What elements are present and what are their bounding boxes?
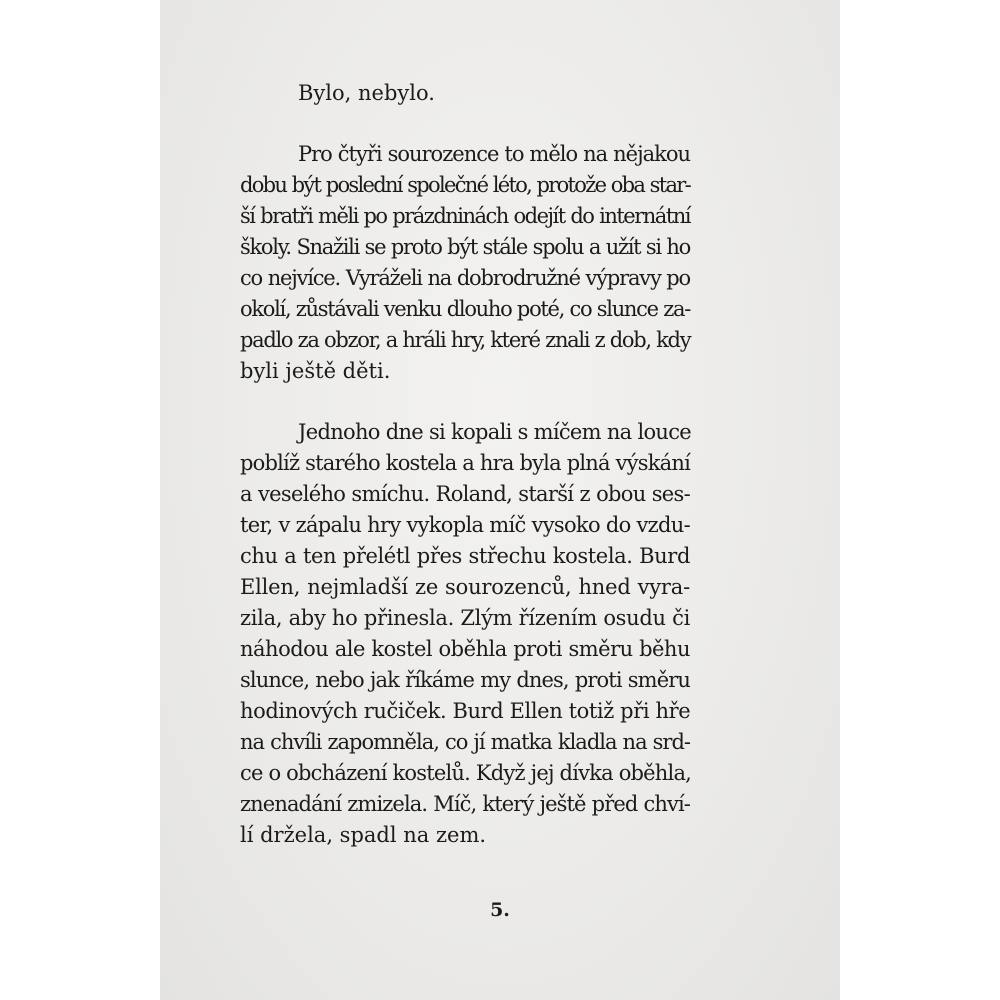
paragraph-line: byli ještě děti. xyxy=(240,359,391,383)
paragraph-line: co nejvíce. Vyráželi na dobrodružné výpravy po xyxy=(240,266,690,290)
paragraph-line: ce o obcházení kostelů. Když jej dívka oběhla, xyxy=(240,761,692,785)
paragraph-line: Ellen, nejmladší ze sourozenců, hned vyra- xyxy=(240,575,690,599)
paragraph-line: Jednoho dne si kopali s míčem na louce xyxy=(298,420,692,444)
paragraph-line: Pro čtyři sourozence to mělo na nějakou xyxy=(298,142,690,166)
paragraph-line: dobu být poslední společné léto, protože oba star- xyxy=(240,173,690,197)
opening-line: Bylo, nebylo. xyxy=(298,81,435,105)
page-text xyxy=(240,78,690,851)
paragraph-line: školy. Snažili se proto být stále spolu a užít si ho xyxy=(240,235,690,259)
page-number: 5. xyxy=(490,899,510,921)
paragraph-line: poblíž starého kostela a hra byla plná výskání xyxy=(240,451,690,475)
paragraph-line: chu a ten přelétl přes střechu kostela. Burd xyxy=(240,544,690,568)
paragraph-line: a veselého smíchu. Roland, starší z obou ses- xyxy=(240,482,690,506)
paragraph-line: hodinových ručiček. Burd Ellen totiž při hře xyxy=(240,699,691,723)
paragraph-gap xyxy=(240,387,690,417)
paragraph-line: ší bratři měli po prázdninách odejít do internátní xyxy=(240,204,690,228)
paragraph-line: lí držela, spadl na zem. xyxy=(240,823,487,847)
paragraph-2 xyxy=(240,417,690,851)
paragraph-gap xyxy=(240,109,690,139)
paragraph-line: na chvíli zapomněla, co jí matka kladla na srd- xyxy=(240,730,690,754)
paragraph-line: okolí, zůstávali venku dlouho poté, co slunce za- xyxy=(240,297,690,321)
paragraph-line: zila, aby ho přinesla. Zlým řízením osudu či xyxy=(240,606,690,630)
paragraph-line: slunce, nebo jak říkáme my dnes, proti směru xyxy=(240,668,690,692)
book-page xyxy=(160,0,840,1000)
paragraph-line: padlo za obzor, a hráli hry, které znali z dob, kdy xyxy=(240,328,691,352)
paragraph-line: náhodou ale kostel oběhla proti směru běhu xyxy=(240,637,690,661)
paragraph-1 xyxy=(240,139,690,387)
paragraph-line: ter, v zápalu hry vykopla míč vysoko do vzdu- xyxy=(240,513,691,537)
paragraph-line: znenadání zmizela. Míč, který ještě před chví- xyxy=(240,792,690,816)
